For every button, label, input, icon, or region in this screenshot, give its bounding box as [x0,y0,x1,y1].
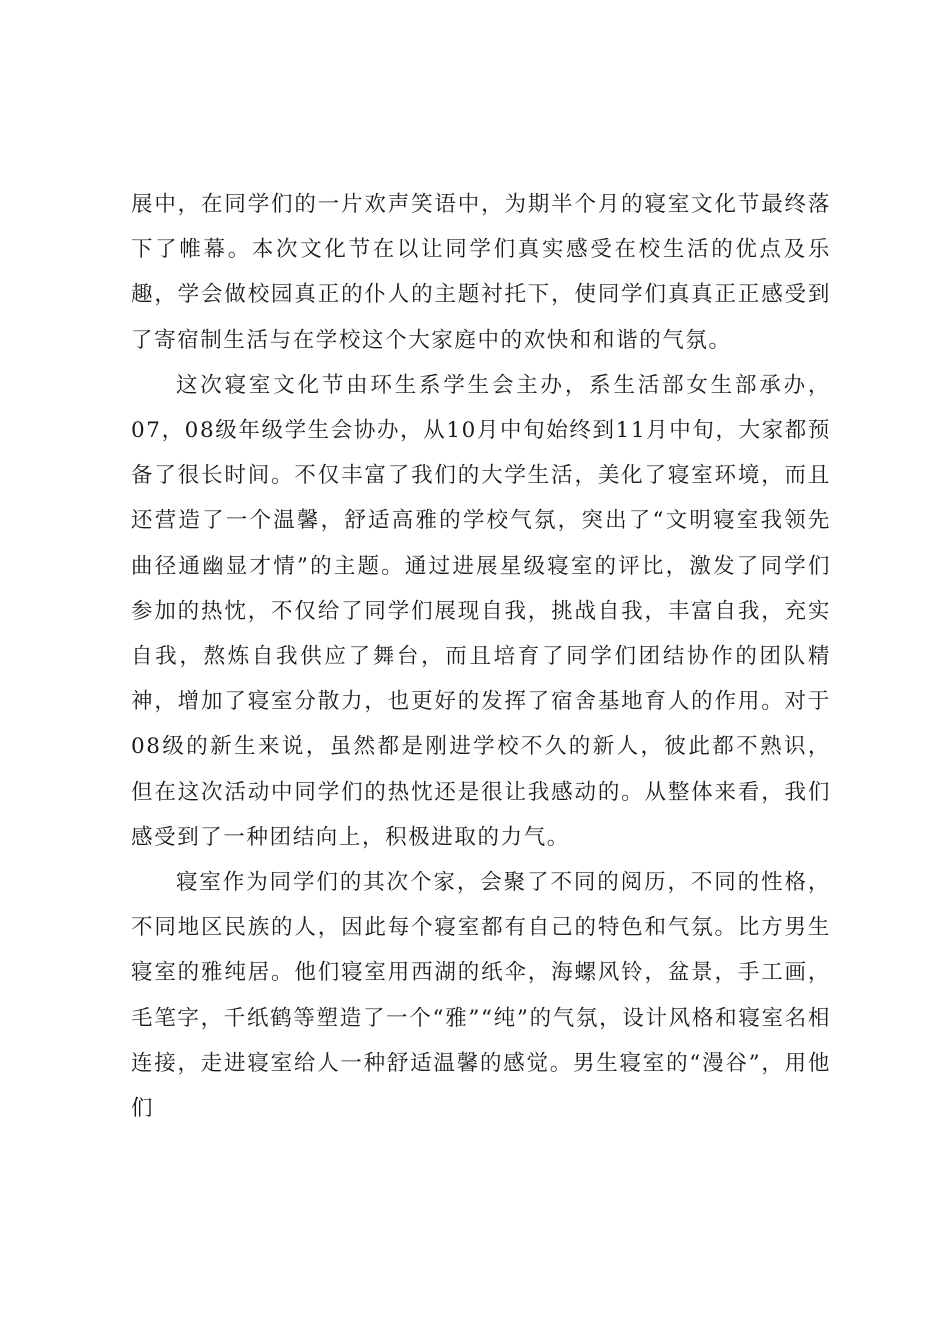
document-body [131,182,831,1131]
paragraph-dorm-features: 寝室作为同学们的其次个家，会聚了不同的阅历，不同的性格，不同地区民族的人，因此每个寝室都有自己的特色和气氛。比方男生寝室的雅纯居。他们寝室用西湖的纸伞，海螺风铃，盆景，手工画，毛笔字，千纸鹤等塑造了一个“雅”“纯”的气氛，设计风格和寝室名相连接，走进寝室给人一种舒适温馨的感觉。男生寝室的“漫谷”，用他们 [131,870,831,1122]
paragraph-continuation: 展中，在同学们的一片欢声笑语中，为期半个月的寝室文化节最终落下了帷幕。本次文化节在以让同学们真实感受在校生活的优点及乐趣，学会做校园真正的仆人的主题衬托下，使同学们真真正正感受到了寄宿制生活与在学校这个大家庭中的欢快和和谐的气氛。 [131,192,831,353]
paragraph-event-overview: 这次寝室文化节由环生系学生会主办，系生活部女生部承办，07，08级年级学生会协办，从10月中旬始终到11月中旬，大家都预备了很长时间。不仅丰富了我们的大学生活，美化了寝室环境，而且还营造了一个温馨，舒适高雅的学校气氛，突出了“文明寝室我领先曲径通幽显才情”的主题。通过进展星级寝室的评比，激发了同学们参加的热忱，不仅给了同学们展现自我，挑战自我，丰富自我，充实自我，熬炼自我供应了舞台，而且培育了同学们团结协作的团队精神，增加了寝室分散力，也更好的发挥了宿舍基地育人的作用。对于08级的新生来说，虽然都是刚进学校不久的新人，彼此都不熟识，但在这次活动中同学们的热忱还是很让我感动的。从整体来看，我们感受到了一种团结向上，积极进取的力气。 [131,372,831,850]
